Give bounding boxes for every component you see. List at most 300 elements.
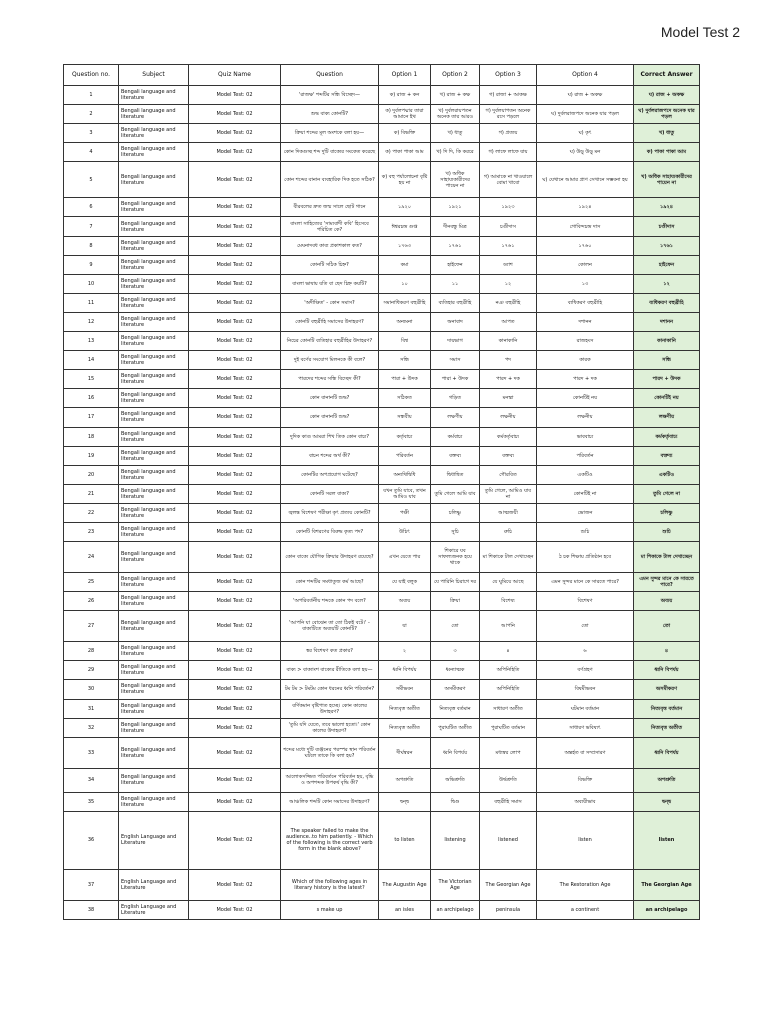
option-4-cell: বর্ণগ্রহণ	[537, 661, 634, 680]
question-cell: Which of the following ages in literary history is the latest?	[281, 869, 379, 900]
option-4-cell: ভাববাচ্য	[537, 427, 634, 446]
option-3-cell: গ) আমাকে না খাওয়ালে বোমা খাবো	[480, 162, 537, 198]
option-1-cell: ক) দুর্বলপদ্মার তারা আমানে ইথ	[379, 105, 431, 124]
option-3-cell: যে ঘুমিয়ে আছে	[480, 573, 537, 592]
option-1-cell: সন্ধবীয়	[379, 408, 431, 427]
quiz-name-cell: Model Test: 02	[189, 542, 281, 573]
option-4-cell: গোবিন্দচন্দ্র দাস	[537, 217, 634, 236]
option-3-cell: পারদ + দক	[480, 370, 537, 389]
option-1-cell: নিত্যবৃত্ত অতীত	[379, 718, 431, 737]
option-3-cell: গ) প্রত্যয়	[480, 124, 537, 143]
option-2-cell: ৩	[431, 642, 480, 661]
question-number-cell: 14	[64, 351, 119, 370]
correct-answer-cell: খ) অধিক সাহায্যকারীদের পায়েন না	[634, 162, 700, 198]
option-3-cell: মা শিকাকে টাল দেখাচ্ছেন	[480, 542, 537, 573]
subject-cell: Bengali language and literature	[119, 143, 189, 162]
table-row	[64, 699, 700, 718]
question-number-cell: 35	[64, 792, 119, 811]
subject-cell: Bengali language and literature	[119, 768, 189, 792]
option-1-cell: পরিবর্তন	[379, 446, 431, 465]
option-2-cell: ধ্বন্যাত্মক	[431, 661, 480, 680]
table-row	[64, 642, 700, 661]
question-cell: বাচন শব্দের অর্থ কী?	[281, 446, 379, 465]
question-cell: টম টম > টমটম কোন ধরনের ধ্বনি পরিবর্তন?	[281, 680, 379, 699]
option-1-cell: কর্তৃবাচ্য	[379, 427, 431, 446]
quiz-name-cell: Model Test: 02	[189, 573, 281, 592]
option-4-cell: তো	[537, 611, 634, 642]
option-4-cell: একটিও	[537, 465, 634, 484]
column-header: Option 4	[537, 65, 634, 86]
option-3-cell: ১৭৬১	[480, 236, 537, 255]
table-row	[64, 573, 700, 592]
option-4-cell: listen	[537, 811, 634, 869]
option-3-cell: অপিনিহিতি	[480, 680, 537, 699]
option-2-cell: শিকারে যব সাফল্যজনক হয়ে থাকে	[431, 542, 480, 573]
quiz-name-cell: Model Test: 02	[189, 86, 281, 105]
table-row	[64, 811, 700, 869]
table-row	[64, 351, 700, 370]
question-cell: 'আপনি যা বোঝেন তা তো ঠিকই বটে।' - বাক্যটিতে অব্যয়টি কোনটি?	[281, 611, 379, 642]
option-2-cell: বক্তব্য	[431, 446, 480, 465]
quiz-name-cell: Model Test: 02	[189, 900, 281, 919]
question-number-cell: 19	[64, 446, 119, 465]
option-3-cell: গ) দুর্বলয়াপতন অনেক রসে পড়লে	[480, 105, 537, 124]
question-cell: 'রাজক্ষ' শব্দটির সন্ধি বিচ্ছেদ—	[281, 86, 379, 105]
question-number-cell: 37	[64, 869, 119, 900]
question-number-cell: 15	[64, 370, 119, 389]
question-number-cell: 6	[64, 198, 119, 217]
option-1-cell: অন্যথিদ্বিধি	[379, 465, 431, 484]
quiz-name-cell: Model Test: 02	[189, 768, 281, 792]
correct-answer-cell: নিত্যবৃত্ত অতীত	[634, 718, 700, 737]
question-number-cell: 33	[64, 737, 119, 768]
column-header: Option 3	[480, 65, 537, 86]
correct-answer-cell: ক) পাকা পাকা আম	[634, 143, 700, 162]
option-4-cell: সাধারণ ভবিষ্যৎ	[537, 718, 634, 737]
subject-cell: Bengali language and literature	[119, 105, 189, 124]
option-4-cell: ঘ) কৃৎ	[537, 124, 634, 143]
question-cell: কোন দিকগুচ্ছ শব্দ দুটি বাক্যের সংকেত করেছে	[281, 143, 379, 162]
option-1-cell: দ্বন্দ্ব	[379, 792, 431, 811]
question-number-cell: 17	[64, 408, 119, 427]
option-4-cell: ঘটমান বর্তমান	[537, 699, 634, 718]
correct-answer-cell: ধ্বনি বিপর্যয়	[634, 661, 700, 680]
correct-answer-cell: তো	[634, 611, 700, 642]
option-3-cell: The Georgian Age	[480, 869, 537, 900]
correct-answer-cell: একটিও	[634, 465, 700, 484]
question-cell: কোনটি সরল বাক্য?	[281, 484, 379, 503]
correct-answer-cell: চণ্ডীদাস	[634, 217, 700, 236]
correct-answer-cell: পারদ + উদক	[634, 370, 700, 389]
option-4-cell: ভোজন	[537, 503, 634, 522]
subject-cell: Bengali language and literature	[119, 680, 189, 699]
column-header: Subject	[119, 65, 189, 86]
option-3-cell: মধ্যস্বর লোপ	[480, 737, 537, 768]
option-2-cell: ধ্বনি বিপর্যয়	[431, 737, 480, 768]
quiz-name-cell: Model Test: 02	[189, 522, 281, 541]
table-body	[64, 86, 700, 920]
question-cell: দুই বর্ণের সংযোগ মিলনকে কী বলে?	[281, 351, 379, 370]
quiz-name-cell: Model Test: 02	[189, 592, 281, 611]
quiz-name-cell: Model Test: 02	[189, 484, 281, 503]
table-row	[64, 592, 700, 611]
correct-answer-cell: দ্বন্দ্ব	[634, 792, 700, 811]
question-cell: পারদের শব্দের সন্ধি বিচ্ছেদ কী?	[281, 370, 379, 389]
option-1-cell: an isles	[379, 900, 431, 919]
question-cell: কোন শব্দটির সমধাতুজ কর্ম আছে?	[281, 573, 379, 592]
option-4-cell: অন্তর্হত বা সম্প্রসারণ	[537, 737, 634, 768]
table-row	[64, 611, 700, 642]
option-4-cell: ঘ) দুর্বলরাজপদে অনেক যার পড়ল	[537, 105, 634, 124]
subject-cell: Bengali language and literature	[119, 86, 189, 105]
quiz-name-cell: Model Test: 02	[189, 737, 281, 768]
question-cell: আঞ্চলিক শব্দটি কোন সমাসের উদাহরণ?	[281, 792, 379, 811]
quiz-name-cell: Model Test: 02	[189, 408, 281, 427]
subject-cell: Bengali language and literature	[119, 699, 189, 718]
option-3-cell: কানাকানি	[480, 332, 537, 351]
subject-cell: Bengali language and literature	[119, 446, 189, 465]
option-2-cell: listening	[431, 811, 480, 869]
option-3-cell: বিশেষ্য	[480, 592, 537, 611]
quiz-name-cell: Model Test: 02	[189, 503, 281, 522]
option-2-cell: লক্ষণীয়	[431, 408, 480, 427]
column-header: Question	[281, 65, 379, 86]
quiz-name-cell: Model Test: 02	[189, 143, 281, 162]
option-2-cell: ক্রিয়া	[431, 592, 480, 611]
subject-cell: Bengali language and literature	[119, 661, 189, 680]
correct-answer-cell: কোনটিই নয়	[634, 389, 700, 408]
question-number-cell: 11	[64, 293, 119, 312]
question-cell: বাংলা ভাষায় যতি বা ছেদ চিহ্ন কয়টি?	[281, 274, 379, 293]
quiz-name-cell: Model Test: 02	[189, 661, 281, 680]
quiz-name-cell: Model Test: 02	[189, 642, 281, 661]
subject-cell: Bengali language and literature	[119, 255, 189, 274]
option-2-cell: অভিশ্রুতি	[431, 768, 480, 792]
subject-cell: Bengali language and literature	[119, 236, 189, 255]
quiz-name-cell: Model Test: 02	[189, 162, 281, 198]
question-number-cell: 27	[64, 611, 119, 642]
question-cell: দুদিক কাণ্ড আমরা শিখ তিক কোন বাচ্য?	[281, 427, 379, 446]
option-3-cell: আত্মজয়ী	[480, 503, 537, 522]
option-2-cell: দ্বিগু	[431, 792, 480, 811]
table-row	[64, 503, 700, 522]
subject-cell: Bengali language and literature	[119, 642, 189, 661]
quiz-name-cell: Model Test: 02	[189, 332, 281, 351]
question-number-cell: 20	[64, 465, 119, 484]
table-row	[64, 274, 700, 293]
question-number-cell: 26	[64, 592, 119, 611]
question-number-cell: 12	[64, 312, 119, 331]
quiz-name-cell: Model Test: 02	[189, 465, 281, 484]
option-1-cell: ক) বহু পর্যালোচনা বৃষ্টি হয় না	[379, 162, 431, 198]
correct-answer-cell: ১২	[634, 274, 700, 293]
question-cell: কোনটি বিশরণের বিরুদ্ধ কৃত্য পদ?	[281, 522, 379, 541]
correct-answer-cell: হাইফেন	[634, 255, 700, 274]
option-1-cell: এখন যেতে পার	[379, 542, 431, 573]
option-3-cell: গ) রাজা + আকক্ষ	[480, 86, 537, 105]
question-cell: কোন বানানটি শুদ্ধ?	[281, 389, 379, 408]
option-4-cell: পারদ + দক	[537, 370, 634, 389]
question-cell: কোনটির অপপ্রয়োগ ঘটেছে?	[281, 465, 379, 484]
option-2-cell: খ) রাজ + কক্ষ	[431, 86, 480, 105]
option-1-cell: to listen	[379, 811, 431, 869]
option-3-cell: চণ্ডীদাস	[480, 217, 537, 236]
option-1-cell: ক) রাজ + কন	[379, 86, 431, 105]
table-row	[64, 768, 700, 792]
table-row	[64, 105, 700, 124]
subject-cell: Bengali language and literature	[119, 573, 189, 592]
correct-answer-cell: তুমি গেলে না	[634, 484, 700, 503]
question-number-cell: 38	[64, 900, 119, 919]
question-cell: জ্বলন্ত বিশেষণ পরীক্ষা কৃৎ প্রত্যয় কোনটি?	[281, 503, 379, 522]
subject-cell: Bengali language and literature	[119, 737, 189, 768]
option-1-cell: ১৭৬৩	[379, 236, 431, 255]
correct-answer-cell: listen	[634, 811, 700, 869]
quiz-name-cell: Model Test: 02	[189, 198, 281, 217]
quiz-name-cell: Model Test: 02	[189, 312, 281, 331]
option-1-cell: যে যাই বলুক	[379, 573, 431, 592]
subject-cell: Bengali language and literature	[119, 274, 189, 293]
quiz-name-cell: Model Test: 02	[189, 427, 281, 446]
option-2-cell: কর্মবাচ্য	[431, 427, 480, 446]
subject-cell: Bengali language and literature	[119, 332, 189, 351]
table-row	[64, 198, 700, 217]
table-row	[64, 900, 700, 919]
question-cell: 'তুমি যদি যেতে, তবে ভালো হতো।' কোন কালের উদাহরণ?	[281, 718, 379, 737]
option-4-cell: The Restoration Age	[537, 869, 634, 900]
option-1-cell: ১৯২০	[379, 198, 431, 217]
subject-cell: Bengali language and literature	[119, 312, 189, 331]
quiz-name-cell: Model Test: 02	[189, 869, 281, 900]
quiz-name-cell: Model Test: 02	[189, 255, 281, 274]
question-number-cell: 22	[64, 503, 119, 522]
question-cell: বর্ণিকমান বৃষ্টিপাত হচ্ছে। কোন কালের উদাহরণ?	[281, 699, 379, 718]
correct-answer-cell: চলিষ্ণু	[634, 503, 700, 522]
option-3-cell: peninsula	[480, 900, 537, 919]
option-4-cell: পরিবর্তন	[537, 446, 634, 465]
question-number-cell: 4	[64, 143, 119, 162]
option-1-cell: যা	[379, 611, 431, 642]
correct-answer-cell: কানাকানি	[634, 332, 700, 351]
quiz-name-cell: Model Test: 02	[189, 680, 281, 699]
question-cell: স্বর বিশেষণ কত প্রকার?	[281, 642, 379, 661]
question-number-cell: 23	[64, 522, 119, 541]
option-1-cell: The Augustin Age	[379, 869, 431, 900]
correct-answer-cell: ৪	[634, 642, 700, 661]
subject-cell: Bengali language and literature	[119, 542, 189, 573]
option-1-cell: পক্ষী	[379, 503, 431, 522]
question-cell: বাক্য > বাক্যাংশ বাক্যের রীতিকে বলা হয়—	[281, 661, 379, 680]
question-cell: কোনটি সঠিক চিহ্ন?	[281, 255, 379, 274]
subject-cell: English Language and Literature	[119, 811, 189, 869]
option-1-cell: সন্ধি	[379, 351, 431, 370]
option-1-cell: ক) পাকা পাকা আম	[379, 143, 431, 162]
option-1-cell: ১০	[379, 274, 431, 293]
option-3-cell: রুচি	[480, 522, 537, 541]
option-3-cell: বহুব্রীহি সমাস	[480, 792, 537, 811]
subject-cell: English Language and Literature	[119, 900, 189, 919]
option-4-cell: ঘ) যেখানে আমার প্রাণ সেখানে সম্ভবনা হয়	[537, 162, 634, 198]
option-3-cell: লক্ষনীয়	[480, 408, 537, 427]
table-row	[64, 217, 700, 236]
option-3-cell: কর্মকর্তৃবাচ্য	[480, 427, 537, 446]
option-2-cell: সমাস	[431, 351, 480, 370]
option-3-cell: উর্দ্ধশ্রুতি	[480, 768, 537, 792]
page-title: Model Test 2	[660, 24, 740, 40]
question-number-cell: 13	[64, 332, 119, 351]
option-1-cell: সমানাধিকরণ বহুব্রীহি	[379, 293, 431, 312]
subject-cell: Bengali language and literature	[119, 792, 189, 811]
question-number-cell: 3	[64, 124, 119, 143]
option-1-cell: ঈশ্বরচন্দ্র গুপ্ত	[379, 217, 431, 236]
table-row	[64, 332, 700, 351]
option-1-cell: সঠিকত	[379, 389, 431, 408]
correct-answer-cell: মা শিকাকে টাল দেখাচ্ছেন	[634, 542, 700, 573]
option-1-cell: যখন তুমি যাবে, তখন আমিও যাব	[379, 484, 431, 503]
option-4-cell: কোলন	[537, 255, 634, 274]
correct-answer-cell: অব্যয়	[634, 592, 700, 611]
correct-answer-cell: ১৭৬১	[634, 236, 700, 255]
quiz-table	[63, 64, 700, 920]
correct-answer-cell: অসমীকরণ	[634, 680, 700, 699]
table-row	[64, 370, 700, 389]
option-4-cell: ১৯২৪	[537, 198, 634, 217]
option-1-cell: ক) বিভক্তি	[379, 124, 431, 143]
subject-cell: Bengali language and literature	[119, 198, 189, 217]
option-1-cell: অপশ্রুতি	[379, 768, 431, 792]
option-3-cell: গৌরবিত	[480, 465, 537, 484]
option-2-cell: যে পারিনি চিরাগে দর	[431, 573, 480, 592]
question-cell: শব্দের মধ্যে দুটি ব্যঞ্জনের পরস্পর স্থান পরিবর্তন ঘটলে তাকে কি বলা হয়?	[281, 737, 379, 768]
option-2-cell: চলিষ্ণু	[431, 503, 480, 522]
quiz-name-cell: Model Test: 02	[189, 236, 281, 255]
subject-cell: English Language and Literature	[119, 869, 189, 900]
quiz-name-cell: Model Test: 02	[189, 351, 281, 370]
option-4-cell: কারক	[537, 351, 634, 370]
table-row	[64, 680, 700, 699]
option-2-cell: অনাবাদ	[431, 312, 480, 331]
option-3-cell: পুরাঘটিত বর্তমান	[480, 718, 537, 737]
option-3-cell: তুমি গেলে, আমিও যাব না	[480, 484, 537, 503]
option-2-cell: দ্বিধাদ্বিত	[431, 465, 480, 484]
option-1-cell: ২	[379, 642, 431, 661]
quiz-name-cell: Model Test: 02	[189, 811, 281, 869]
option-3-cell: বক্তব্য	[480, 446, 537, 465]
option-2-cell: ১৯২১	[431, 198, 480, 217]
correct-answer-cell: ব্যধিকরণ বহুব্রীহি	[634, 293, 700, 312]
question-cell: মেঘনাদবধ কাব্য প্রকাশকাল কত?	[281, 236, 379, 255]
question-number-cell: 9	[64, 255, 119, 274]
option-3-cell: পদ	[480, 351, 537, 370]
question-number-cell: 31	[64, 699, 119, 718]
option-4-cell: ঘ) রাজ + অকক্ষ	[537, 86, 634, 105]
question-number-cell: 16	[64, 389, 119, 408]
question-cell: কোন বানানটি শুদ্ধ?	[281, 408, 379, 427]
quiz-name-cell: Model Test: 02	[189, 611, 281, 642]
option-3-cell: অপিনিহিতি	[480, 661, 537, 680]
question-number-cell: 2	[64, 105, 119, 124]
correct-answer-cell: খ) ধাতু	[634, 124, 700, 143]
quiz-name-cell: Model Test: 02	[189, 370, 281, 389]
option-3-cell: ১২	[480, 274, 537, 293]
question-number-cell: 21	[64, 484, 119, 503]
correct-answer-cell: লক্ষণীয়	[634, 408, 700, 427]
question-number-cell: 29	[64, 661, 119, 680]
correct-answer-cell: নিত্যবৃত্ত বর্তমান	[634, 699, 700, 718]
quiz-name-cell: Model Test: 02	[189, 718, 281, 737]
quiz-name-cell: Model Test: 02	[189, 389, 281, 408]
question-cell: কোনটি বহুব্রীহি সমাসের উদাহরণ?	[281, 312, 379, 331]
option-2-cell: পারা + উদক	[431, 370, 480, 389]
correct-answer-cell: ১৯২৪	[634, 198, 700, 217]
question-cell: 'অপরিবর্তনীয় শব্দকে কোন পদ বলে?	[281, 592, 379, 611]
option-1-cell: বিশ্ব	[379, 332, 431, 351]
table-row	[64, 124, 700, 143]
option-2-cell: an archipelago	[431, 900, 480, 919]
subject-cell: Bengali language and literature	[119, 370, 189, 389]
option-2-cell: খ) ধাতু	[431, 124, 480, 143]
option-1-cell: কমা	[379, 255, 431, 274]
option-3-cell: ৪	[480, 642, 537, 661]
table-row	[64, 484, 700, 503]
table-row	[64, 389, 700, 408]
table-row	[64, 427, 700, 446]
table-row	[64, 86, 700, 105]
option-3-cell: গ) লাফে লাফে যায়	[480, 143, 537, 162]
option-2-cell: The Victorian Age	[431, 869, 480, 900]
quiz-name-cell: Model Test: 02	[189, 105, 281, 124]
option-4-cell: বিভক্তি	[537, 768, 634, 792]
question-cell: ক্রিয়া শব্দের মূল অংশকে বলা হয়—	[281, 124, 379, 143]
option-1-cell: উচিৎ	[379, 522, 431, 541]
option-2-cell: গড়িত	[431, 389, 480, 408]
option-4-cell: দশানন	[537, 312, 634, 331]
question-cell: শুদ্ধ বাক্য কোনটি?	[281, 105, 379, 124]
question-number-cell: 1	[64, 86, 119, 105]
question-number-cell: 36	[64, 811, 119, 869]
correct-answer-cell: অপশ্রুতি	[634, 768, 700, 792]
option-4-cell: শুচি	[537, 522, 634, 541]
question-cell: The speaker failed to make the audience..to him patiently. - Which of the following is the correct verb form in the blank above?	[281, 811, 379, 869]
table-row	[64, 792, 700, 811]
option-2-cell: ব্যতিহার বহুব্রীহি	[431, 293, 480, 312]
table-row	[64, 162, 700, 198]
option-2-cell: ১১	[431, 274, 480, 293]
option-2-cell: দীনবন্ধু মিত্র	[431, 217, 480, 236]
quiz-name-cell: Model Test: 02	[189, 446, 281, 465]
table-row	[64, 737, 700, 768]
option-4-cell: বিষমীভবন	[537, 680, 634, 699]
question-number-cell: 28	[64, 642, 119, 661]
table-header	[64, 65, 700, 86]
subject-cell: Bengali language and literature	[119, 427, 189, 446]
option-3-cell: ১৯২৩	[480, 198, 537, 217]
question-cell: আলোকসজ্জিত পরিবর্তনে পরিবর্তন হয়, বৃদ্ধি ও অপশব্দক উপকর্ষ বৃদ্ধি কী?	[281, 768, 379, 792]
subject-cell: Bengali language and literature	[119, 408, 189, 427]
option-2-cell: তো	[431, 611, 480, 642]
question-number-cell: 8	[64, 236, 119, 255]
question-cell: s make up	[281, 900, 379, 919]
option-3-cell: সাধারণ অতীত	[480, 699, 537, 718]
table-row	[64, 465, 700, 484]
option-2-cell: দায়ভাগ	[431, 332, 480, 351]
column-header: Option 1	[379, 65, 431, 86]
option-3-cell: নঞ বহুব্রীহি	[480, 293, 537, 312]
correct-answer-cell: কর্মকর্তৃবাচ্য	[634, 427, 700, 446]
option-1-cell: অন্যমনা	[379, 312, 431, 331]
table-row	[64, 143, 700, 162]
option-2-cell: হাইফেন	[431, 255, 480, 274]
